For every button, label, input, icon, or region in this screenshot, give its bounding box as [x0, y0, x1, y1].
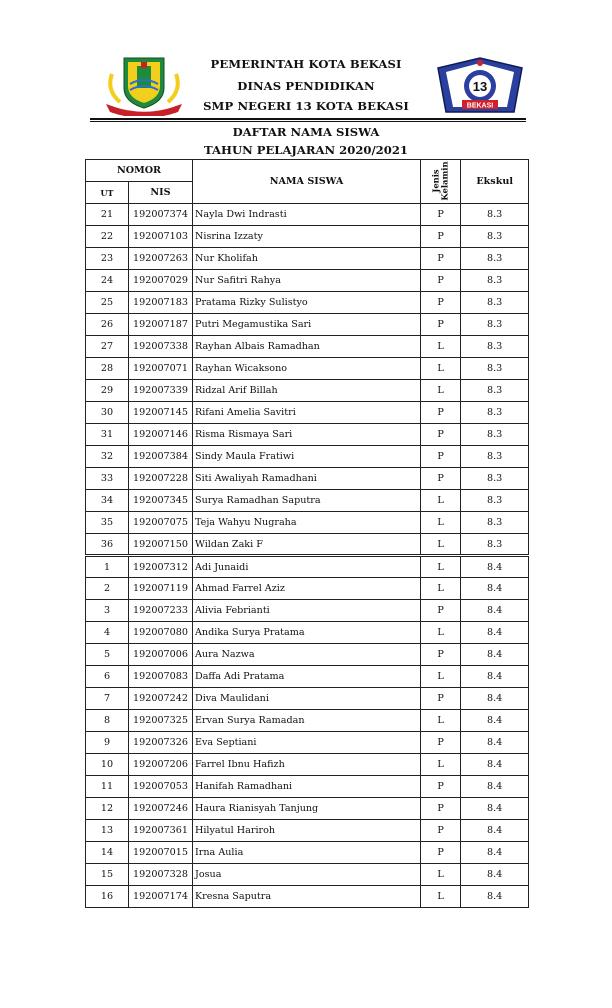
table-row — [86, 402, 529, 424]
row-nama: Putri Megamustika Sari — [193, 314, 421, 336]
table-row — [86, 820, 529, 842]
row-ekskul: 8.4 — [461, 798, 529, 820]
row-ut: 25 — [86, 292, 129, 314]
row-nis: 192007150 — [129, 534, 193, 556]
letterhead — [0, 0, 612, 122]
row-jenis-kelamin: P — [421, 446, 461, 468]
row-ekskul: 8.3 — [461, 424, 529, 446]
row-ekskul: 8.3 — [461, 336, 529, 358]
row-ekskul: 8.4 — [461, 600, 529, 622]
row-nis: 192007103 — [129, 226, 193, 248]
row-ekskul: 8.4 — [461, 578, 529, 600]
table-row — [86, 842, 529, 864]
table-row — [86, 358, 529, 380]
table-row — [86, 336, 529, 358]
table-row — [86, 864, 529, 886]
header-rule-thin — [90, 121, 526, 122]
row-ut: 2 — [86, 578, 129, 600]
badge-number: 13 — [472, 79, 488, 94]
row-nama: Ridzal Arif Billah — [193, 380, 421, 402]
table-row — [86, 534, 529, 556]
row-jenis-kelamin: L — [421, 380, 461, 402]
row-ut: 14 — [86, 842, 129, 864]
row-nama: Ahmad Farrel Aziz — [193, 578, 421, 600]
row-ut: 11 — [86, 776, 129, 798]
document-title: DAFTAR NAMA SISWA — [232, 125, 380, 139]
table-row — [86, 226, 529, 248]
row-nama: Farrel Ibnu Hafizh — [193, 754, 421, 776]
row-nama: Hilyatul Hariroh — [193, 820, 421, 842]
badge-text: BEKASI — [466, 102, 494, 110]
table-row — [86, 754, 529, 776]
row-ekskul: 8.4 — [461, 622, 529, 644]
row-jenis-kelamin: P — [421, 644, 461, 666]
row-ekskul: 8.4 — [461, 556, 529, 578]
row-nis: 192007119 — [129, 578, 193, 600]
row-ut: 9 — [86, 732, 129, 754]
row-nis: 192007233 — [129, 600, 193, 622]
row-ut: 29 — [86, 380, 129, 402]
table-row — [86, 622, 529, 644]
table-row — [86, 490, 529, 512]
row-ekskul: 8.3 — [461, 292, 529, 314]
row-jenis-kelamin: L — [421, 358, 461, 380]
row-nama: Risma Rismaya Sari — [193, 424, 421, 446]
header-nama-siswa: NAMA SISWA — [193, 160, 421, 204]
table-row — [86, 688, 529, 710]
row-nis: 192007228 — [129, 468, 193, 490]
jenis-kelamin-label: Jenis Kelamin — [430, 161, 450, 201]
table-row — [86, 578, 529, 600]
row-ekskul: 8.3 — [461, 248, 529, 270]
row-nis: 192007361 — [129, 820, 193, 842]
row-nama: Nur Kholifah — [193, 248, 421, 270]
row-ekskul: 8.4 — [461, 864, 529, 886]
row-ekskul: 8.3 — [461, 468, 529, 490]
row-nis: 192007246 — [129, 798, 193, 820]
row-nama: Rayhan Albais Ramadhan — [193, 336, 421, 358]
row-ut: 32 — [86, 446, 129, 468]
row-jenis-kelamin: P — [421, 600, 461, 622]
row-jenis-kelamin: L — [421, 864, 461, 886]
row-nis: 192007071 — [129, 358, 193, 380]
row-jenis-kelamin: P — [421, 292, 461, 314]
table-row — [86, 512, 529, 534]
row-ut: 35 — [86, 512, 129, 534]
table-row — [86, 270, 529, 292]
row-nis: 192007183 — [129, 292, 193, 314]
row-jenis-kelamin: L — [421, 754, 461, 776]
header-nis: NIS — [129, 182, 193, 204]
table-row — [86, 292, 529, 314]
row-nama: Nisrina Izzaty — [193, 226, 421, 248]
row-ekskul: 8.3 — [461, 490, 529, 512]
row-jenis-kelamin: P — [421, 820, 461, 842]
row-nama: Teja Wahyu Nugraha — [193, 512, 421, 534]
row-nis: 192007374 — [129, 204, 193, 226]
table-row — [86, 732, 529, 754]
header-nomor: NOMOR — [86, 160, 193, 182]
table-row — [86, 446, 529, 468]
row-nis: 192007080 — [129, 622, 193, 644]
row-ut: 23 — [86, 248, 129, 270]
row-ut: 31 — [86, 424, 129, 446]
row-nama: Sindy Maula Fratiwi — [193, 446, 421, 468]
row-ekskul: 8.3 — [461, 226, 529, 248]
row-nama: Eva Septiani — [193, 732, 421, 754]
row-ekskul: 8.4 — [461, 644, 529, 666]
row-jenis-kelamin: P — [421, 842, 461, 864]
row-nama: Irna Aulia — [193, 842, 421, 864]
row-jenis-kelamin: P — [421, 468, 461, 490]
row-jenis-kelamin: P — [421, 314, 461, 336]
row-nis: 192007263 — [129, 248, 193, 270]
row-jenis-kelamin: P — [421, 688, 461, 710]
header-line-school: SMP NEGERI 13 KOTA BEKASI — [203, 99, 409, 113]
table-row — [86, 314, 529, 336]
row-ekskul: 8.3 — [461, 380, 529, 402]
row-jenis-kelamin: P — [421, 226, 461, 248]
row-nis: 192007187 — [129, 314, 193, 336]
row-nama: Daffa Adi Pratama — [193, 666, 421, 688]
row-ut: 27 — [86, 336, 129, 358]
row-ut: 30 — [86, 402, 129, 424]
header-rule-thick — [90, 118, 526, 120]
table-row — [86, 798, 529, 820]
row-nama: Rayhan Wicaksono — [193, 358, 421, 380]
row-nama: Diva Maulidani — [193, 688, 421, 710]
table-row — [86, 600, 529, 622]
row-nama: Pratama Rizky Sulistyo — [193, 292, 421, 314]
row-jenis-kelamin: L — [421, 710, 461, 732]
row-ut: 5 — [86, 644, 129, 666]
row-nama: Andika Surya Pratama — [193, 622, 421, 644]
header-line-department: DINAS PENDIDIKAN — [237, 79, 375, 93]
row-ekskul: 8.4 — [461, 710, 529, 732]
row-nis: 192007075 — [129, 512, 193, 534]
row-nama: Siti Awaliyah Ramadhani — [193, 468, 421, 490]
row-jenis-kelamin: L — [421, 512, 461, 534]
table-row — [86, 644, 529, 666]
row-ut: 12 — [86, 798, 129, 820]
row-nis: 192007145 — [129, 402, 193, 424]
row-jenis-kelamin: P — [421, 798, 461, 820]
row-ekskul: 8.4 — [461, 688, 529, 710]
row-ut: 33 — [86, 468, 129, 490]
row-ekskul: 8.4 — [461, 886, 529, 908]
row-ut: 24 — [86, 270, 129, 292]
header-line-government: PEMERINTAH KOTA BEKASI — [210, 57, 402, 71]
row-jenis-kelamin: P — [421, 424, 461, 446]
row-ekskul: 8.4 — [461, 776, 529, 798]
row-ekskul: 8.4 — [461, 820, 529, 842]
row-ekskul: 8.3 — [461, 270, 529, 292]
table-row — [86, 666, 529, 688]
row-nama: Rifani Amelia Savitri — [193, 402, 421, 424]
row-ut: 8 — [86, 710, 129, 732]
table-row — [86, 556, 529, 578]
row-jenis-kelamin: L — [421, 666, 461, 688]
row-jenis-kelamin: L — [421, 336, 461, 358]
row-ekskul: 8.3 — [461, 314, 529, 336]
row-ut: 21 — [86, 204, 129, 226]
student-list-table — [85, 159, 529, 908]
row-nis: 192007325 — [129, 710, 193, 732]
row-ut: 22 — [86, 226, 129, 248]
table-row — [86, 776, 529, 798]
row-nis: 192007006 — [129, 644, 193, 666]
row-ekskul: 8.3 — [461, 204, 529, 226]
row-jenis-kelamin: P — [421, 732, 461, 754]
row-ekskul: 8.4 — [461, 842, 529, 864]
row-nis: 192007242 — [129, 688, 193, 710]
row-ekskul: 8.3 — [461, 358, 529, 380]
row-nama: Aura Nazwa — [193, 644, 421, 666]
row-ut: 36 — [86, 534, 129, 556]
row-nis: 192007053 — [129, 776, 193, 798]
row-nama: Hanifah Ramadhani — [193, 776, 421, 798]
bekasi-city-crest-logo — [104, 54, 184, 116]
table-row — [86, 710, 529, 732]
row-nis: 192007338 — [129, 336, 193, 358]
row-nama: Wildan Zaki F — [193, 534, 421, 556]
row-jenis-kelamin: L — [421, 578, 461, 600]
row-jenis-kelamin: P — [421, 204, 461, 226]
row-nama: Ervan Surya Ramadan — [193, 710, 421, 732]
table-row — [86, 468, 529, 490]
row-nis: 192007312 — [129, 556, 193, 578]
row-jenis-kelamin: P — [421, 776, 461, 798]
row-nis: 192007174 — [129, 886, 193, 908]
row-ut: 16 — [86, 886, 129, 908]
row-nis: 192007029 — [129, 270, 193, 292]
row-ut: 26 — [86, 314, 129, 336]
row-jenis-kelamin: L — [421, 622, 461, 644]
row-ekskul: 8.3 — [461, 512, 529, 534]
row-nis: 192007345 — [129, 490, 193, 512]
row-nama: Kresna Saputra — [193, 886, 421, 908]
row-ut: 6 — [86, 666, 129, 688]
row-jenis-kelamin: L — [421, 534, 461, 556]
row-nama: Alivia Febrianti — [193, 600, 421, 622]
row-ut: 10 — [86, 754, 129, 776]
row-ekskul: 8.4 — [461, 732, 529, 754]
row-nis: 192007328 — [129, 864, 193, 886]
row-jenis-kelamin: P — [421, 402, 461, 424]
row-ut: 4 — [86, 622, 129, 644]
row-jenis-kelamin: L — [421, 490, 461, 512]
row-ut: 3 — [86, 600, 129, 622]
row-jenis-kelamin: L — [421, 886, 461, 908]
row-ekskul: 8.3 — [461, 402, 529, 424]
header-ekskul: Ekskul — [461, 160, 529, 204]
row-nis: 192007326 — [129, 732, 193, 754]
row-nis: 192007146 — [129, 424, 193, 446]
row-ut: 7 — [86, 688, 129, 710]
row-ut: 15 — [86, 864, 129, 886]
header-ut: UT — [86, 182, 129, 204]
row-ut: 1 — [86, 556, 129, 578]
table-row — [86, 380, 529, 402]
row-jenis-kelamin: P — [421, 248, 461, 270]
table-row — [86, 204, 529, 226]
academic-year: TAHUN PELAJARAN 2020/2021 — [204, 143, 408, 157]
table-row — [86, 248, 529, 270]
row-nama: Haura Rianisyah Tanjung — [193, 798, 421, 820]
row-nis: 192007339 — [129, 380, 193, 402]
smpn13-school-badge-logo — [434, 56, 526, 114]
row-nama: Nayla Dwi Indrasti — [193, 204, 421, 226]
row-ekskul: 8.3 — [461, 446, 529, 468]
row-nis: 192007015 — [129, 842, 193, 864]
row-ekskul: 8.3 — [461, 534, 529, 556]
table-row — [86, 424, 529, 446]
row-nama: Josua — [193, 864, 421, 886]
row-ekskul: 8.4 — [461, 666, 529, 688]
row-jenis-kelamin: L — [421, 556, 461, 578]
row-jenis-kelamin: P — [421, 270, 461, 292]
row-nama: Nur Safitri Rahya — [193, 270, 421, 292]
row-nis: 192007384 — [129, 446, 193, 468]
table-row — [86, 886, 529, 908]
header-jenis-kelamin — [421, 160, 461, 204]
row-nama: Surya Ramadhan Saputra — [193, 490, 421, 512]
row-ekskul: 8.4 — [461, 754, 529, 776]
row-nama: Adi Junaidi — [193, 556, 421, 578]
student-rows — [86, 204, 529, 908]
row-nis: 192007083 — [129, 666, 193, 688]
row-ut: 34 — [86, 490, 129, 512]
row-nis: 192007206 — [129, 754, 193, 776]
row-ut: 13 — [86, 820, 129, 842]
row-ut: 28 — [86, 358, 129, 380]
